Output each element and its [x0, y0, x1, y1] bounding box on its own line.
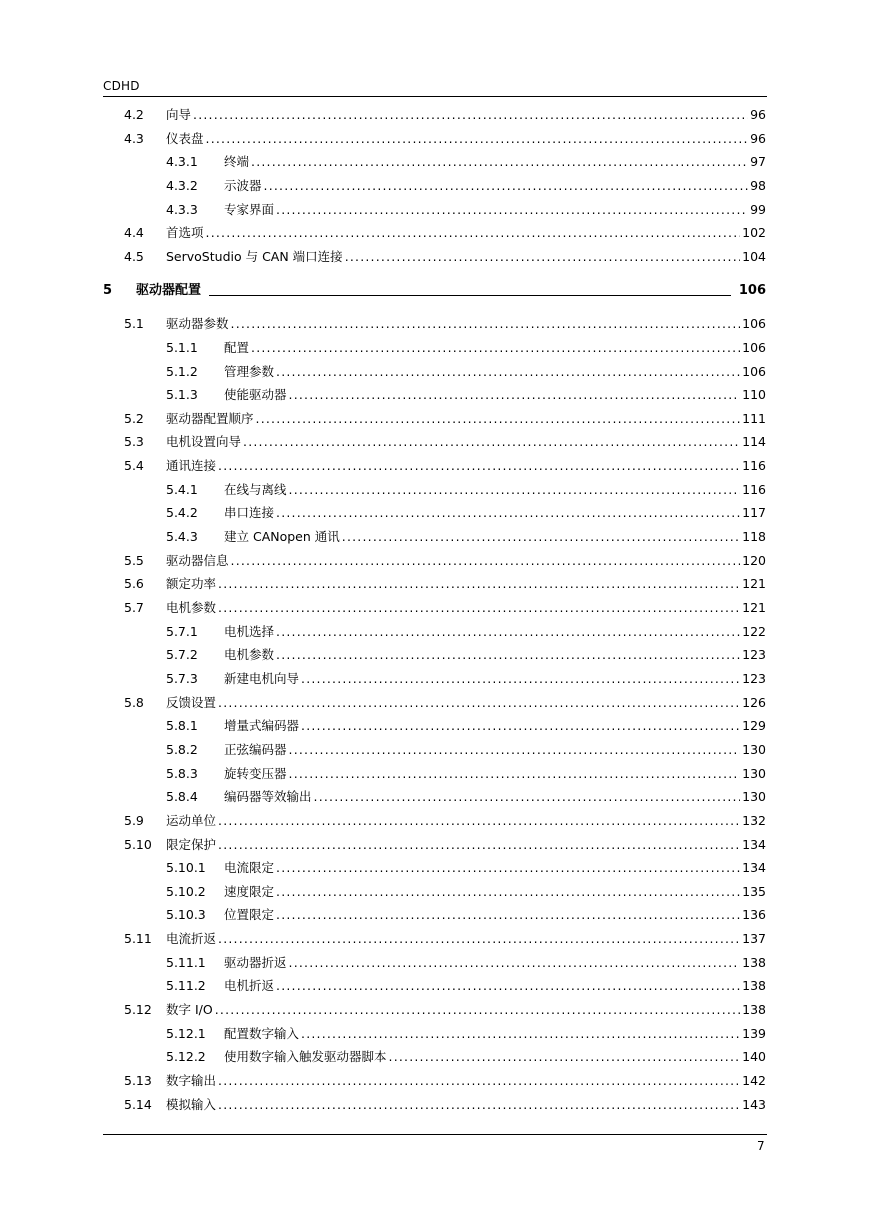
toc-leader: [276, 905, 740, 925]
toc-entry[interactable]: [0, 1047, 766, 1067]
toc-entry-number: 5.8.1: [166, 718, 198, 734]
toc-entry[interactable]: [0, 905, 766, 925]
toc-entry-number: 4.4: [124, 225, 144, 241]
toc-entry-page: 134: [742, 836, 766, 852]
toc-leader: [231, 314, 741, 334]
toc-entry-page: 142: [742, 1073, 766, 1088]
toc-leader: [276, 362, 740, 382]
toc-entry-number: 5.7.1: [166, 623, 198, 639]
toc-entry-page: 106: [742, 339, 766, 355]
toc-entry[interactable]: [0, 669, 766, 689]
toc-entry-title: 运动单位: [166, 812, 217, 828]
toc-entry[interactable]: [0, 598, 766, 618]
toc-entry-title: 驱动器配置顺序: [166, 410, 254, 426]
toc-entry-number: 5.8.4: [166, 789, 198, 805]
toc-leader: [251, 152, 748, 172]
toc-entry[interactable]: [0, 787, 766, 807]
toc-entry-title: 增量式编码器: [224, 718, 300, 734]
toc-entry-number: 5.1: [124, 316, 144, 332]
toc-entry-page: 114: [742, 434, 766, 450]
toc-entry-number: 5.10: [124, 836, 152, 852]
toc-entry-title: ServoStudio 与 CAN 端口连接: [166, 248, 343, 264]
toc-entry[interactable]: [0, 551, 766, 571]
toc-entry-page: 138: [742, 978, 766, 994]
toc-entry[interactable]: [0, 953, 766, 973]
toc-entry[interactable]: [0, 1000, 766, 1020]
toc-entry-page: 102: [742, 225, 766, 241]
toc-leader: [218, 929, 740, 949]
toc-entry[interactable]: [0, 858, 766, 878]
toc-entry-number: 5.2: [124, 410, 144, 426]
toc-entry-number: 4.3: [124, 130, 144, 146]
toc-entry[interactable]: [0, 929, 766, 949]
toc-entry-page: 136: [742, 907, 766, 923]
toc-leader: [218, 456, 740, 476]
toc-leader: [276, 645, 740, 665]
toc-entry-title: 反馈设置: [166, 694, 217, 710]
toc-entry-title: 配置: [224, 339, 250, 355]
toc-leader: [301, 716, 740, 736]
toc-entry[interactable]: [0, 223, 766, 243]
toc-entry-page: 134: [742, 860, 766, 876]
toc-entry[interactable]: [0, 200, 766, 220]
toc-leader: [345, 247, 740, 267]
footer-rule: [103, 1134, 767, 1135]
toc-entry[interactable]: [0, 1024, 766, 1044]
toc-entry-title: 旋转变压器: [224, 765, 287, 781]
toc-leader: [264, 176, 749, 196]
toc-entry[interactable]: [0, 105, 766, 125]
toc-entry-number: 5.3: [124, 434, 144, 450]
toc-entry-number: 5.7.2: [166, 647, 198, 663]
toc-entry[interactable]: [0, 385, 766, 405]
toc-entry-page: 116: [742, 458, 766, 474]
toc-entry-page: 104: [742, 248, 766, 264]
toc-leader: [276, 976, 740, 996]
toc-entry-page: 106: [742, 316, 766, 332]
toc-entry-number: 5.1.1: [166, 339, 198, 355]
toc-entry-page: 126: [742, 694, 766, 710]
toc-leader: [209, 295, 731, 296]
toc-entry-title: 通讯连接: [166, 458, 217, 474]
toc-leader: [389, 1047, 741, 1067]
toc-entry-page: 130: [742, 765, 766, 781]
toc-entry-page: 138: [742, 954, 766, 970]
toc-entry[interactable]: [0, 622, 766, 642]
toc-entry-title: 速度限定: [224, 883, 275, 899]
toc-entry[interactable]: [0, 176, 766, 196]
toc-entry-number: 4.3.3: [166, 201, 198, 217]
toc-leader: [206, 223, 741, 243]
toc-leader: [218, 1071, 740, 1091]
toc-entry-title: 在线与离线: [224, 481, 287, 497]
toc-entry-number: 5.4.1: [166, 481, 198, 497]
toc-entry-title: 专家界面: [224, 201, 275, 217]
toc-entry[interactable]: [0, 811, 766, 831]
toc-entry-page: 121: [742, 576, 766, 592]
toc-entry-page: 117: [742, 505, 766, 521]
toc-entry[interactable]: [0, 1095, 766, 1115]
toc-entry-title: 驱动器折返: [224, 954, 287, 970]
toc-entry-number: 5.11.2: [166, 978, 206, 994]
toc-leader: [218, 835, 740, 855]
toc-entry-title: 正弦编码器: [224, 741, 287, 757]
toc-leader: [301, 669, 740, 689]
toc-entry-number: 4.2: [124, 107, 144, 122]
header-rule: [103, 96, 767, 97]
toc-entry-page: 123: [742, 647, 766, 663]
toc-entry[interactable]: [0, 129, 766, 149]
toc-leader: [276, 622, 740, 642]
toc-entry-title: 模拟输入: [166, 1096, 217, 1112]
toc-leader: [206, 129, 749, 149]
toc-leader: [301, 1024, 740, 1044]
toc-leader: [251, 338, 740, 358]
toc-entry-title: 串口连接: [224, 505, 275, 521]
toc-entry-title: 新建电机向导: [224, 670, 300, 686]
toc-entry-title: 驱动器参数: [166, 316, 229, 332]
toc-entry[interactable]: [0, 976, 766, 996]
toc-entry[interactable]: [0, 716, 766, 736]
toc-leader: [276, 503, 740, 523]
toc-entry-number: 5.13: [124, 1073, 152, 1088]
toc-leader: [243, 432, 740, 452]
toc-entry[interactable]: [0, 882, 766, 902]
toc-entry-number: 4.3.2: [166, 177, 198, 193]
toc-entry-number: 5.7.3: [166, 670, 198, 686]
toc-entry[interactable]: [0, 362, 766, 382]
toc-entry-page: 96: [750, 107, 766, 122]
toc-leader: [193, 105, 748, 125]
toc-entry-title: 限定保护: [166, 836, 217, 852]
toc-entry[interactable]: [0, 527, 766, 547]
toc-entry-number: 5.10.2: [166, 883, 206, 899]
toc-entry-title: 电机参数: [166, 600, 217, 615]
toc-entry-title: 编码器等效输出: [224, 789, 312, 805]
toc-entry-page: 99: [750, 201, 766, 217]
toc-entry-number: 5.4.3: [166, 529, 198, 544]
toc-entry-page: 130: [742, 789, 766, 805]
toc-entry-page: 135: [742, 883, 766, 899]
toc-entry-page: 110: [742, 387, 766, 403]
toc-leader: [289, 740, 741, 760]
toc-entry-page: 140: [742, 1049, 766, 1065]
toc-entry-title: 电机折返: [224, 978, 275, 994]
toc-entry-number: 5.8: [124, 694, 144, 710]
toc-entry-number: 4.5: [124, 248, 144, 264]
toc-entry[interactable]: [0, 152, 766, 172]
toc-entry-page: 106: [738, 282, 766, 298]
toc-entry-number: 5.10.1: [166, 860, 206, 876]
toc-entry[interactable]: [0, 740, 766, 760]
toc-leader: [276, 200, 748, 220]
toc-leader: [276, 882, 740, 902]
toc-entry[interactable]: [0, 314, 766, 334]
toc-entry-number: 5.11.1: [166, 954, 206, 970]
toc-entry-page: 138: [742, 1002, 766, 1017]
toc-entry[interactable]: [0, 693, 766, 713]
toc-chapter-entry[interactable]: [0, 281, 766, 301]
toc-entry-number: 5.9: [124, 812, 144, 828]
toc-entry-number: 5.4.2: [166, 505, 198, 521]
toc-entry-page: 122: [742, 623, 766, 639]
toc-entry-page: 111: [742, 410, 766, 426]
toc-entry-number: 4.3.1: [166, 154, 198, 170]
toc-entry-page: 139: [742, 1025, 766, 1041]
toc-entry[interactable]: [0, 1071, 766, 1091]
toc-entry[interactable]: [0, 456, 766, 476]
toc-leader: [256, 409, 741, 429]
toc-entry-page: 120: [742, 552, 766, 568]
toc-entry-page: 118: [742, 529, 766, 544]
toc-entry[interactable]: [0, 480, 766, 500]
toc-entry-number: 5.12.1: [166, 1025, 206, 1041]
toc-entry-page: 106: [742, 363, 766, 379]
toc-entry-page: 96: [750, 130, 766, 146]
toc-entry[interactable]: [0, 764, 766, 784]
toc-leader: [215, 1000, 740, 1020]
toc-entry-number: 5.5: [124, 552, 144, 568]
toc-entry-title: 电流折返: [166, 931, 217, 947]
toc-leader: [289, 953, 741, 973]
toc-entry-number: 5.1.2: [166, 363, 198, 379]
toc-entry-page: 129: [742, 718, 766, 734]
toc-entry[interactable]: [0, 503, 766, 523]
toc-entry-page: 143: [742, 1096, 766, 1112]
toc-leader: [218, 811, 740, 831]
toc-leader: [289, 764, 741, 784]
toc-entry[interactable]: [0, 409, 766, 429]
toc-entry-title: 首选项: [166, 225, 204, 241]
toc-entry-title: 管理参数: [224, 363, 275, 379]
toc-entry-title: 建立 CANopen 通讯: [224, 529, 340, 544]
toc-entry[interactable]: [0, 247, 766, 267]
toc-entry[interactable]: [0, 432, 766, 452]
toc-entry-page: 97: [750, 154, 766, 170]
toc-entry-title: 驱动器配置: [136, 282, 202, 298]
toc-entry-number: 5.1.3: [166, 387, 198, 403]
toc-entry-title: 仪表盘: [166, 130, 204, 146]
toc-entry-title: 向导: [166, 107, 192, 122]
toc-entry[interactable]: [0, 835, 766, 855]
toc-leader: [231, 551, 741, 571]
toc-entry-title: 使用数字输入触发驱动器脚本: [224, 1049, 387, 1065]
toc-entry-title: 终端: [224, 154, 250, 170]
toc-entry-title: 电流限定: [224, 860, 275, 876]
toc-entry-number: 5.10.3: [166, 907, 206, 923]
toc-leader: [218, 574, 740, 594]
toc-entry-number: 5.12.2: [166, 1049, 206, 1065]
toc-leader: [314, 787, 741, 807]
toc-entry-title: 驱动器信息: [166, 552, 229, 568]
toc-entry-number: 5.14: [124, 1096, 152, 1112]
toc-entry-number: 5.6: [124, 576, 144, 592]
toc-leader: [218, 693, 740, 713]
toc-leader: [289, 385, 741, 405]
toc-entry-number: 5.11: [124, 931, 152, 947]
toc-entry-title: 使能驱动器: [224, 387, 287, 403]
toc-entry-title: 额定功率: [166, 576, 217, 592]
toc-entry-page: 130: [742, 741, 766, 757]
toc-entry-number: 5.7: [124, 600, 144, 615]
toc-entry-number: 5.8.2: [166, 741, 198, 757]
toc-entry-number: 5.12: [124, 1002, 152, 1017]
toc-leader: [276, 858, 740, 878]
toc-entry-title: 电机选择: [224, 623, 275, 639]
toc-entry-title: 数字 I/O: [166, 1002, 213, 1017]
footer-page-number: 7: [757, 1139, 765, 1153]
toc-entry-title: 示波器: [224, 177, 262, 193]
toc-entry-page: 137: [742, 931, 766, 947]
toc-leader: [218, 1095, 740, 1115]
toc-entry[interactable]: [0, 574, 766, 594]
toc-entry-page: 121: [742, 600, 766, 615]
page-header-title: CDHD: [103, 79, 140, 93]
toc-entry-title: 电机设置向导: [166, 434, 242, 450]
toc-entry-number: 5: [103, 282, 113, 298]
toc-entry-title: 位置限定: [224, 907, 275, 923]
toc-entry-title: 电机参数: [224, 647, 275, 663]
toc-entry-page: 132: [742, 812, 766, 828]
toc-leader: [289, 480, 741, 500]
toc-entry-title: 配置数字输入: [224, 1025, 300, 1041]
toc-leader: [342, 527, 740, 547]
toc-entry[interactable]: [0, 338, 766, 358]
toc-entry-number: 5.8.3: [166, 765, 198, 781]
toc-leader: [218, 598, 740, 618]
toc-entry-title: 数字输出: [166, 1073, 217, 1088]
toc-entry-page: 116: [742, 481, 766, 497]
toc-entry-page: 123: [742, 670, 766, 686]
toc-entry-number: 5.4: [124, 458, 144, 474]
toc-entry[interactable]: [0, 645, 766, 665]
toc-entry-page: 98: [750, 177, 766, 193]
